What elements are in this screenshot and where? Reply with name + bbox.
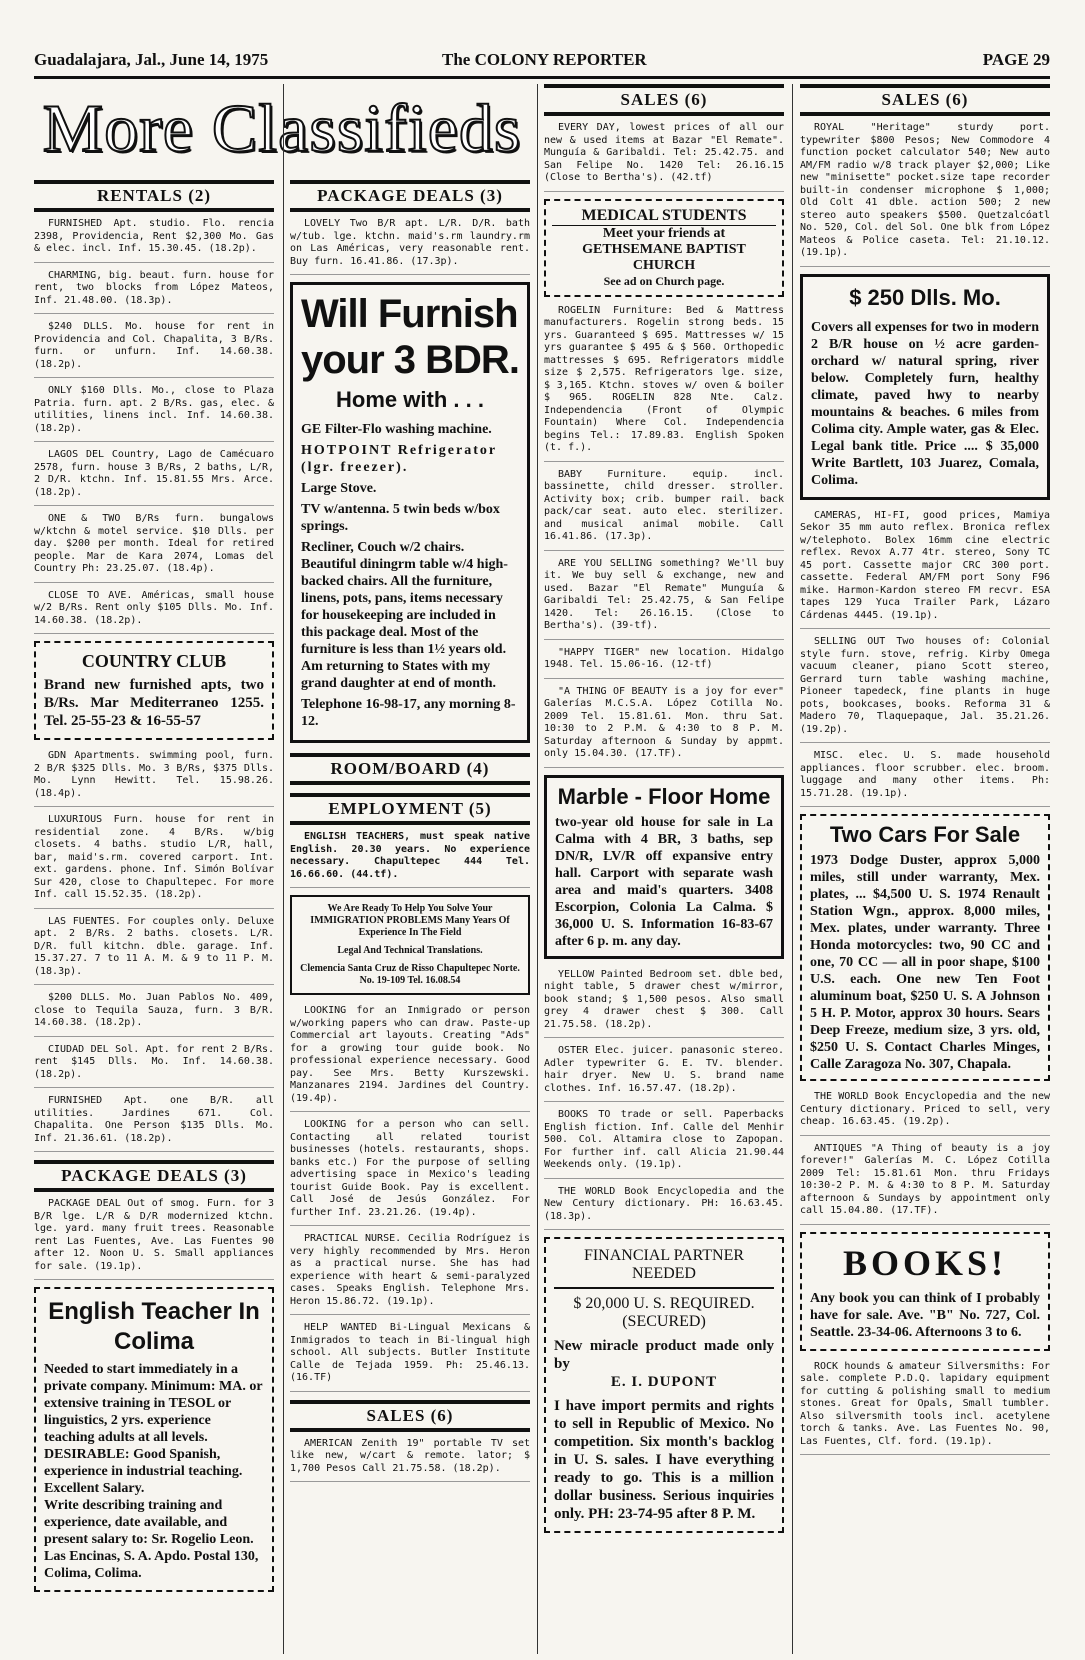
- section-title-box: [34, 84, 530, 172]
- classified-ad: $200 DLLS. Mo. Juan Pablos No. 409, close to Tequila Sauza, furn. 3 B/R. 14.60.38. (18.2p).: [34, 992, 274, 1037]
- medical-body: Meet your friends at GETHSEMANE BAPTIST CHURCH: [582, 225, 746, 273]
- immigration-line: Clemencia Santa Cruz de Risso Chapultepec Norte. No. 19-109 Tel. 16.08.54: [300, 963, 520, 986]
- classified-ad: PACKAGE DEAL Out of smog. Furn. for 3 B/R lge. L/R & D/R modernized ktchn. lge. yard. many fruit trees. Reasonable rent Las Fuentes, Ave. Las Fuentes 90 after 12. Noon U. S. Small appliances for sale. (19.1p).: [34, 1198, 274, 1280]
- masthead: [34, 46, 1050, 76]
- column-4: [800, 84, 1050, 1654]
- paper-name: The COLONY REPORTER: [442, 50, 647, 69]
- classified-ad: ARE YOU SELLING something? We'll buy it. We buy sell & exchange, new and used. Bazar "El Remate" Munguía & Garibaldi Tel: 25.42.75, & San Felipe 1420. Tel: 26.16.15. (Close to Bertha's). (39-tf).: [544, 558, 784, 640]
- sales-heading: SALES (6): [800, 84, 1050, 116]
- masthead-rule: [34, 76, 1050, 79]
- two-cars-title: Two Cars For Sale: [829, 822, 1021, 847]
- column-1: [34, 180, 274, 1654]
- books-title: BOOKS!: [842, 1242, 1008, 1283]
- marble-title: Marble - Floor Home: [557, 783, 771, 809]
- classified-ad: LOOKING for an Inmigrado or person w/working papers who can draw. Paste-up Commercial art layouts. Creating "Ads" for a growing tour guide book. No professional experience necessary. Good pay. See Mrs. Betty Kurszewski. Manzanares 2194. Jardines del Country. (19.4p).: [290, 1005, 530, 1112]
- medical-title: MEDICAL STUDENTS: [552, 207, 776, 226]
- classified-ad: EVERY DAY, lowest prices of all our new & used items at Bazar "El Remate". Munguía & Garibaldi. Tel: 25.42.75. and San Felipe No. 1420 Tel: 26.16.15 (Close to Bertha's). (42.tf): [544, 122, 784, 192]
- classified-ad: $240 DLLS. Mo. house for rent in Providencia and Col. Chapalita, 3 B/Rs. furn. or unfurn. Inf. 14.60.38. (18.2p).: [34, 321, 274, 378]
- package-deals-heading: PACKAGE DEALS (3): [34, 1160, 274, 1192]
- books-body: Any book you can think of I probably have for sale. Ave. "B" No. 727, Col. Seattle. 23-34-06. Afternoons 3 to 6.: [810, 1290, 1040, 1340]
- classified-ad: LOOKING for a person who can sell. Contacting all related tourist businesses (hotels. restaurants, shops. banks etc.) For the purpose of selling advertising space in Mexico's leading tourist Guide Book. Pay is excellent. Call José de Jesús González. For further Inf. 23.21.26. (19.4p).: [290, 1119, 530, 1226]
- country-club-title: COUNTRY CLUB: [81, 651, 227, 671]
- house-250-title: $ 250 Dlls. Mo.: [849, 284, 1001, 310]
- package-deals-heading: PACKAGE DEALS (3): [290, 180, 530, 212]
- english-teacher-salary: Excellent Salary.: [44, 1481, 145, 1496]
- column-rule: [283, 84, 284, 1654]
- will-furnish-ad: [290, 282, 530, 743]
- classified-ad: LOVELY Two B/R apt. L/R. D/R. bath w/tub. lge. ktchn. maid's.rm laundry.rm on Las Américas, very reasonable rent. Buy furn. 16.41.86. (17.3p).: [290, 218, 530, 275]
- will-furnish-line: Large Stove.: [301, 481, 377, 496]
- sales-heading: SALES (6): [290, 1400, 530, 1432]
- classified-ad: PRACTICAL NURSE. Cecilia Rodríguez is very highly recommended by Mrs. Heron as a practical nurse. She has had experience with heart & semi-paralyzed cases. Speaks English. Telephone Mrs. Heron 15.86.72. (19.1p).: [290, 1233, 530, 1315]
- classified-ad: HELP WANTED Bi-Lingual Mexicans & Inmigrados to teach in Bi-lingual high school. All subjects. Butler Institute Calle de Tejada 1959. Ph: 25.46.13. (16.TF): [290, 1322, 530, 1392]
- financial-company: E. I. DUPONT: [610, 1374, 718, 1390]
- country-club-body: Brand new furnished apts, two B/Rs. Mar Mediterraneo 1255. Tel. 25-55-23 & 16-55-57: [44, 677, 264, 729]
- classified-ad: CIUDAD DEL Sol. Apt. for rent 2 B/Rs. rent $145 Dlls. Mo. Inf. 14.60.38. (18.2p).: [34, 1044, 274, 1089]
- immigration-ad: [290, 895, 530, 995]
- room-board-heading: ROOM/BOARD (4): [290, 753, 530, 785]
- will-furnish-line: Recliner, Couch w/2 chairs. Beautiful diningrm table w/4 high-backed chairs. All the furniture, linens, pots, pans, items necessary for housekeeping are included in this package deal. Most of the furniture is less than 1½ years old. Am returning to States with my grand daughter at end of month.: [301, 540, 508, 691]
- two-cars-ad: [800, 814, 1050, 1081]
- classified-ad: ROYAL "Heritage" sturdy port. typewriter $800 Pesos; New Commodore 4 function pocket calculator 540; New auto AM/FM radio w/8 track player $2,000; Like new "minisette" pocket.size tape recorder built-in condenser microphone $ 1,000; Old Colt 41 dble. action 500; 2 new stereo auto speakers $500. Quetzalcóatl No. 520, Col. del Sol. One blk from López Mateos & Police caseta. Tel: 21.10.12. (19.1p).: [800, 122, 1050, 267]
- books-ad: [800, 1232, 1050, 1351]
- immigration-line: We Are Ready To Help You Solve Your IMMIGRATION PROBLEMS Many Years Of Experience In The Field: [310, 903, 510, 938]
- classified-ad: CLOSE TO AVE. Américas, small house w/2 B/Rs. Rent only $105 Dlls. Mo. Inf. 14.60.38. (18.2p).: [34, 590, 274, 635]
- financial-title: FINANCIAL PARTNER NEEDED: [554, 1247, 774, 1289]
- financial-amount: $ 20,000 U. S. REQUIRED. (SECURED): [573, 1295, 755, 1330]
- financial-body: I have import permits and rights to sell in Republic of Mexico. No competition. Six month's backlog in U. S. sales. I have everything ready to go. This is a million dollar business. Serious inquiries only. PH: 23-74-95 after 8 P. M.: [554, 1398, 774, 1522]
- classified-ad: ONLY $160 Dlls. Mo., close to Plaza Patria. furn. apt. 2 B/Rs. gas, elec. & utilities, linens incl. Inf. 14.60.38. (18.2p).: [34, 385, 274, 442]
- marble-body: two-year old house for sale in La Calma with 4 BR, 3 baths, sep DN/R, LV/R off expansive entry hall. Carport with separate wash area and maid's quarters. 3408 Escorpion, Colonia La Calma. $ 36,000 U. S. Information 16-83-67 after 6 p. m. any day.: [555, 814, 773, 949]
- classified-ad: GDN Apartments. swimming pool, furn. 2 B/R $325 Dlls. Mo. 3 B/Rs, $375 Dlls. Mo. Lynn Hewitt. Tel. 15.98.26. (18.4p).: [34, 750, 274, 807]
- classified-ad: OSTER Elec. juicer. panasonic stereo. Adler typewriter G. E. TV. blender. hair dryer. New U. S. brand name clothes. Inf. 16.57.47. (18.2p).: [544, 1045, 784, 1102]
- classified-ad: FURNISHED Apt. studio. Flo. rencia 2398, Providencia, Rent $2,300 Mo. Gas & elec. incl. Inf. 15.30.45. (18.2p).: [34, 218, 274, 263]
- classified-ad: LAGOS DEL Country, Lago de Camécuaro 2578, furn. house 3 B/Rs, 2 baths, L/R, 2 D/R. ktchn. Inf. 15.81.55 Mrs. Arce. (18.2p).: [34, 449, 274, 506]
- page-number: PAGE 29: [982, 50, 1050, 69]
- classified-ad: AMERICAN Zenith 19" portable TV set like new, w/cart & remote. lator; $ 1,700 Pesos Call 21.75.58. (18.2p).: [290, 1438, 530, 1483]
- english-teacher-desirable: DESIRABLE: Good Spanish, experience in industrial teaching.: [44, 1447, 243, 1479]
- classified-ad: MISC. elec. U. S. made household appliances. floor scrubber. elec. broom. luggage and many other items. Ph: 15.71.28. (19.1p).: [800, 750, 1050, 807]
- classified-ad: ROGELIN Furniture: Bed & Mattress manufacturers. Rogelin strong beds. 15 yrs. Guaranteed $ 695. Mattresses w/ 15 yrs guarantee $ 495 & $ 560. Orthopedic mattresses $ 695. Refrigerators middle size $ 2,575. Refrigerators lge. size, $ 3,165. Ktchn. stoves w/ oven & boiler $ 965. ROGELIN 828 Nte. Calz. Independencia (Front of Olympic Fountain) Where Col. Independencia begins Tel.: 17.89.83. English Spoken (t. f.).: [544, 305, 784, 462]
- classified-ad: BABY Furniture. equip. incl. bassinette, child dresser. stroller. Activity box; crib. bumper rail. back pack/car seat. auto elec. sterilizer. and musical animal mobile. Call 16.41.86. (17.3p).: [544, 469, 784, 551]
- will-furnish-subtitle: Home with . . .: [336, 387, 484, 412]
- column-rule: [792, 84, 793, 1654]
- classified-ad: CHARMING, big. beaut. furn. house for rent, two blocks from López Mateos, Inf. 21.48.00. (18.3p).: [34, 270, 274, 315]
- two-cars-body: 1973 Dodge Duster, approx 5,000 miles, still under warranty, Mex. plates, ... $4,500 U. S. 1974 Renault Station Wgn., approx. 8,000 miles, Mex. plates, under warranty. Three Honda motorcycles: two, 90 CC and one, 70 CC — all in poor shape, $100 U.S. each. One new Ten Foot aluminum boat, $250 U. S. A Johnson 5 H. P. Motor, approx 30 hours. Sears Deep Freeze, medium size, 3 yrs. old, $250 U. S. Contact Charles Minges, Calle Zaragoza No. 307, Chapala.: [810, 853, 1040, 1072]
- marble-floor-ad: [544, 775, 784, 959]
- english-teacher-title: English Teacher In Colima: [48, 1298, 260, 1355]
- house-250-body: Covers all expenses for two in modern 2 B/R house on ½ acre garden-orchard w/ natural spring, river below. Completely furn, healthy climate, paved hwy to nearby mountains & beaches. 6 miles from Colima city. Ample water, gas & Elec. Legal bank title. Price .... $ 35,000 Write Bartlett, 103 Juarez, Comala, Colima.: [811, 319, 1039, 488]
- classified-ad: SELLING OUT Two houses of: Colonial style furn. stove, refrig. Kirby Omega vacuum cleaner, piano Scott stereo, Gerrard turn table washing machine, Pioneer tapedeck, fine plants in huge pots, bookcases, books. Reforma 31 & Madero 70, Tlaquepaque, Jal. 35.21.26. (19.2p).: [800, 636, 1050, 743]
- classified-ad: "HAPPY TIGER" new location. Hidalgo 1948. Tel. 15.06-16. (12-tf): [544, 647, 784, 679]
- classified-ad: BOOKS TO trade or sell. Paperbacks English fiction. Inf. Calle del Menhir 500. Col. Altamira close to Zapopan. For further inf. call Alicia 21.90.44 Weekends only. (19.1p).: [544, 1109, 784, 1179]
- english-teacher-ad: [34, 1287, 274, 1592]
- classified-ad: LUXURIOUS Furn. house for rent in residential zone. 4 B/Rs. w/big closets. 4 baths. studio L/R, hall, bar, maid's.rm. covered carport. Int. ext. gardens. phone. Inf. Simón Bolívar Sur 420, close to Chapultepec. For more Inf. call 15.52.35. (18.2p).: [34, 814, 274, 909]
- classified-ad: "A THING OF BEAUTY is a joy for ever" Galerías M.C.S.A. López Cotilla No. 2009 Tel. 15.81.61. Mon. thru Sat. 10:30 to 2 P.M. & 4:30 to 8 P. M. Saturday afternoon & Sunday by appmt. only 15.04.30. (17.TF).: [544, 686, 784, 768]
- column-2: [290, 180, 530, 1654]
- will-furnish-line: GE Filter-Flo washing machine.: [301, 422, 492, 437]
- medical-note: See ad on Church page.: [603, 273, 725, 288]
- immigration-line: Legal And Technical Translations.: [337, 945, 483, 956]
- employment-heading: EMPLOYMENT (5): [290, 793, 530, 825]
- country-club-ad: [34, 641, 274, 740]
- section-title: More Classifieds: [42, 89, 522, 166]
- house-250-ad: [800, 274, 1050, 500]
- classified-ad: ONE & TWO B/Rs furn. bungalows w/ktchn & motel service. $10 Dlls. per day. $200 per month. Ideal for retired people. Mar de Kara 2074, Lomas del Country Ph: 23.25.07. (18.4p).: [34, 513, 274, 583]
- dateline: Guadalajara, Jal., June 14, 1975: [34, 50, 269, 69]
- classified-ad: LAS FUENTES. For couples only. Deluxe apt. 2 B/Rs. 2 baths. closets. L/R. D/R. full kitchn. dble. garage. Inf. 15.37.27. 7 to 11 A. M. & 9 to 11 P. M. (18.3p).: [34, 916, 274, 986]
- financial-partner-ad: [544, 1237, 784, 1533]
- will-furnish-line: HOTPOINT Refrigerator (lgr. freezer).: [301, 443, 497, 475]
- classified-ad: YELLOW Painted Bedroom set. dble bed, night table, 5 drawer chest w/mirror, book stand; $ 1,500 pesos. Also small grey 4 drawer chest $ 300. Call 21.75.58. (18.2p).: [544, 969, 784, 1039]
- column-3: [544, 84, 784, 1654]
- classified-ad: THE WORLD Book Encyclopedia and the new Century dictionary. Priced to sell, very cheap. 16.63.45. (19.2p).: [800, 1091, 1050, 1136]
- medical-students-ad: [544, 199, 784, 297]
- financial-product: New miracle product made only by: [554, 1338, 774, 1372]
- will-furnish-title: Will Furnish your 3 BDR.: [301, 292, 519, 382]
- classified-ad: FURNISHED Apt. one B/R. all utilities. Jardines 671. Col. Chapalita. One Person $135 Dlls. Mo. Inf. 21.36.61. (18.2p).: [34, 1095, 274, 1152]
- english-teacher-body: Needed to start immediately in a private company. Minimum: MA. or extensive training in TESOL or linguistics, 2 yrs. experience teaching adults at all levels.: [44, 1362, 263, 1445]
- classified-ad: THE WORLD Book Encyclopedia and the New Century dictionary. PH: 16.63.45. (18.3p).: [544, 1186, 784, 1231]
- english-teacher-contact: Write describing training and experience, date available, and present salary to: Sr. Rogelio Leon. Las Encinas, S. A. Apdo. Postal 130, Colima, Colima.: [44, 1498, 259, 1581]
- column-rule: [537, 84, 538, 1654]
- classified-ad: CAMERAS, HI-FI, good prices, Mamiya Sekor 35 mm auto reflex. Bronica reflex w/telephoto. Bolex 16mm cine electric reflex. Revox A.77 4tr. stereo, Sony TC 45 port. Cassette major CRC 300 port. cassette. Federal AM/FM port Sony F96 mike. Harmon-Kardon stereo FM recvr. ESA tapes 129 Yuca Trailer Park, Lázaro Cárdenas 4445. (19.1p).: [800, 510, 1050, 630]
- will-furnish-line: TV w/antenna. 5 twin beds w/box springs.: [301, 502, 500, 534]
- rentals-heading: RENTALS (2): [34, 180, 274, 212]
- sales-heading: SALES (6): [544, 84, 784, 116]
- will-furnish-phone: Telephone 16-98-17, any morning 8-12.: [301, 697, 516, 729]
- classified-ad: ROCK hounds & amateur Silversmiths: For sale. complete P.D.Q. lapidary equipment for cutting & polishing small to medium stones. Great for Opals, Small tumbler. Also silversmith tools incl. acetylene torch & tanks. Ave. Las Fuentes No. 90, Las Fuentes, Clf. ford. (19.1p).: [800, 1361, 1050, 1456]
- classified-ad: ENGLISH TEACHERS, must speak native English. 20.30 years. No experience necessary. Chapultepec 444 Tel. 16.66.60. (44.tf).: [290, 831, 530, 888]
- classified-ad: ANTIQUES "A Thing of beauty is a joy forever!" Galerías M. C. López Cotilla 2009 Tel: 15.81.61 Mon. thru Fridays 10:30-2 P. M. & 4:30 to 8 P. M. Saturday afternoon & Sundays by appointment only call 15.04.80. (17.TF).: [800, 1143, 1050, 1225]
